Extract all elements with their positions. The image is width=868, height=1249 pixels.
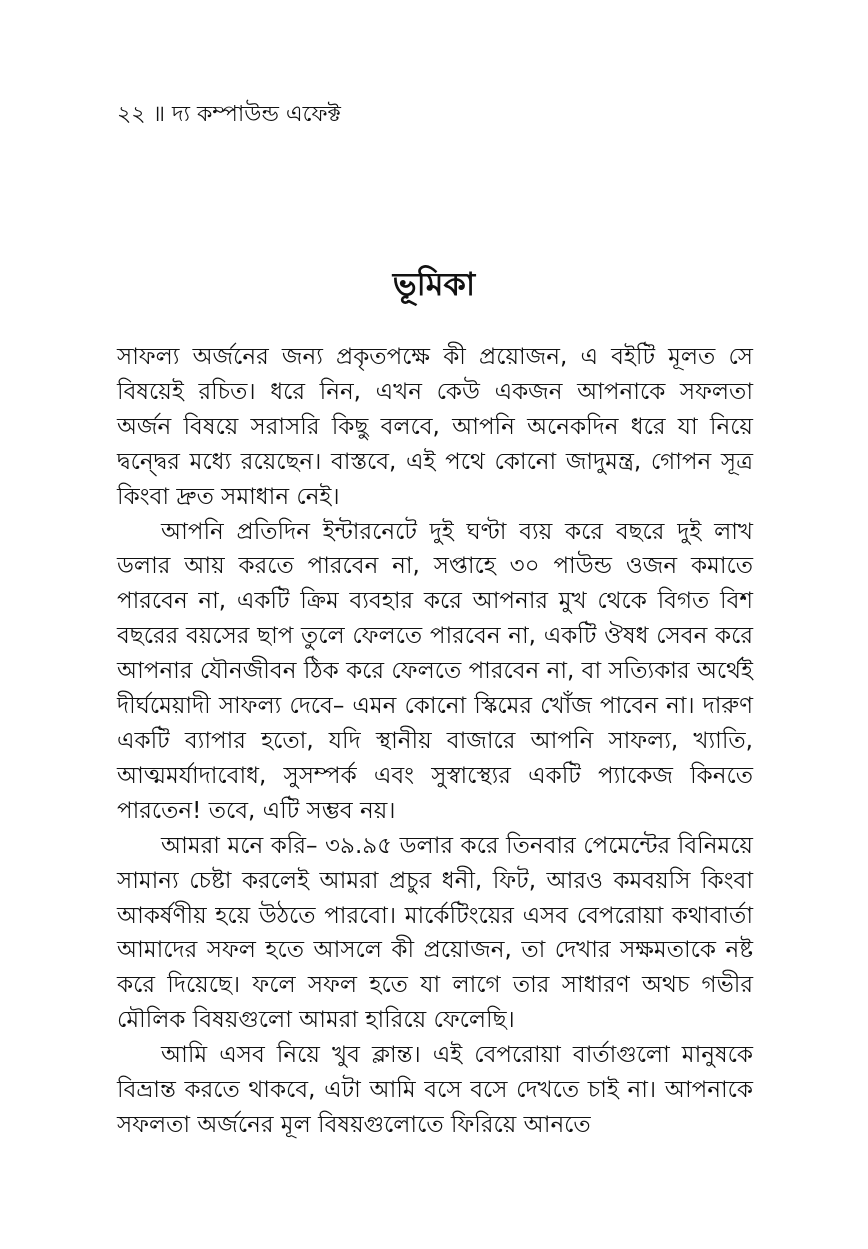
paragraph-3: আমরা মনে করি– ৩৯.৯৫ ডলার করে তিনবার পেমেন্টের বিনিময়ে সামান্য চেষ্টা করলেই আমরা প্রচুর ধনী, ফিট, আরও কমবয়সি কিংবা আকর্ষণীয় হয়ে উঠতে পারবো। মার্কেটিংয়ের এসব বেপরোয়া কথাবার্তা আমাদের সফল হতে আসলে কী প্রয়োজন, তা দেখার সক্ষমতাকে নষ্ট করে দিয়েছে। ফলে সফল হতে যা লাগে তার সাধারণ অথচ গভীর মৌলিক বিষয়গুলো আমরা হারিয়ে ফেলেছি। xyxy=(117,832,753,1034)
chapter-title: ভূমিকা xyxy=(392,265,476,303)
running-header: ২২ ॥ দ্য কম্পাউন্ড এফেক্ট xyxy=(117,102,341,127)
paragraph-2: আপনি প্রতিদিন ইন্টারনেটে দুই ঘণ্টা ব্যয় করে বছরে দুই লাখ ডলার আয় করতে পারবেন না, সপ্তাহে ৩০ পাউন্ড ওজন কমাতে পারবেন না, একটি ক্রিম ব্যবহার করে আপনার মুখ থেকে বিগত বিশ বছরের বয়সের ছাপ তুলে ফেলতে পারবেন না, একটি ঔষধ সেবন করে আপনার যৌনজীবন ঠিক করে ফেলতে পারবেন না, বা সত্যিকার অর্থেই দীর্ঘমেয়াদী সাফল্য দেবে– এমন কোনো স্কিমের খোঁজ পাবেন না। দারুণ একটি ব্যাপার হতো, যদি স্থানীয় বাজারে আপনি সাফল্য, খ্যাতি, আত্মমর্যাদাবোধ, সুসম্পর্ক এবং সুস্বাস্থ্যের একটি প্যাকেজ কিনতে পারতেন! তবে, এটি সম্ভব নয়। xyxy=(117,518,753,824)
body-text xyxy=(117,340,753,1143)
paragraph-1: সাফল্য অর্জনের জন্য প্রকৃতপক্ষে কী প্রয়োজন, এ বইটি মূলত সে বিষয়েই রচিত। ধরে নিন, এখন কেউ একজন আপনাকে সফলতা অর্জন বিষয়ে সরাসরি কিছু বলবে, আপনি অনেকদিন ধরে যা নিয়ে দ্বন্দ্বের মধ্যে রয়েছেন। বাস্তবে, এই পথে কোনো জাদুমন্ত্র, গোপন সূত্র কিংবা দ্রুত সমাধান নেই। xyxy=(117,344,753,510)
paragraph-4: আমি এসব নিয়ে খুব ক্লান্ত। এই বেপরোয়া বার্তাগুলো মানুষকে বিভ্রান্ত করতে থাকবে, এটা আমি বসে বসে দেখতে চাই না। আপনাকে সফলতা অর্জনের মূল বিষয়গুলোতে ফিরিয়ে আনতে xyxy=(117,1042,753,1138)
